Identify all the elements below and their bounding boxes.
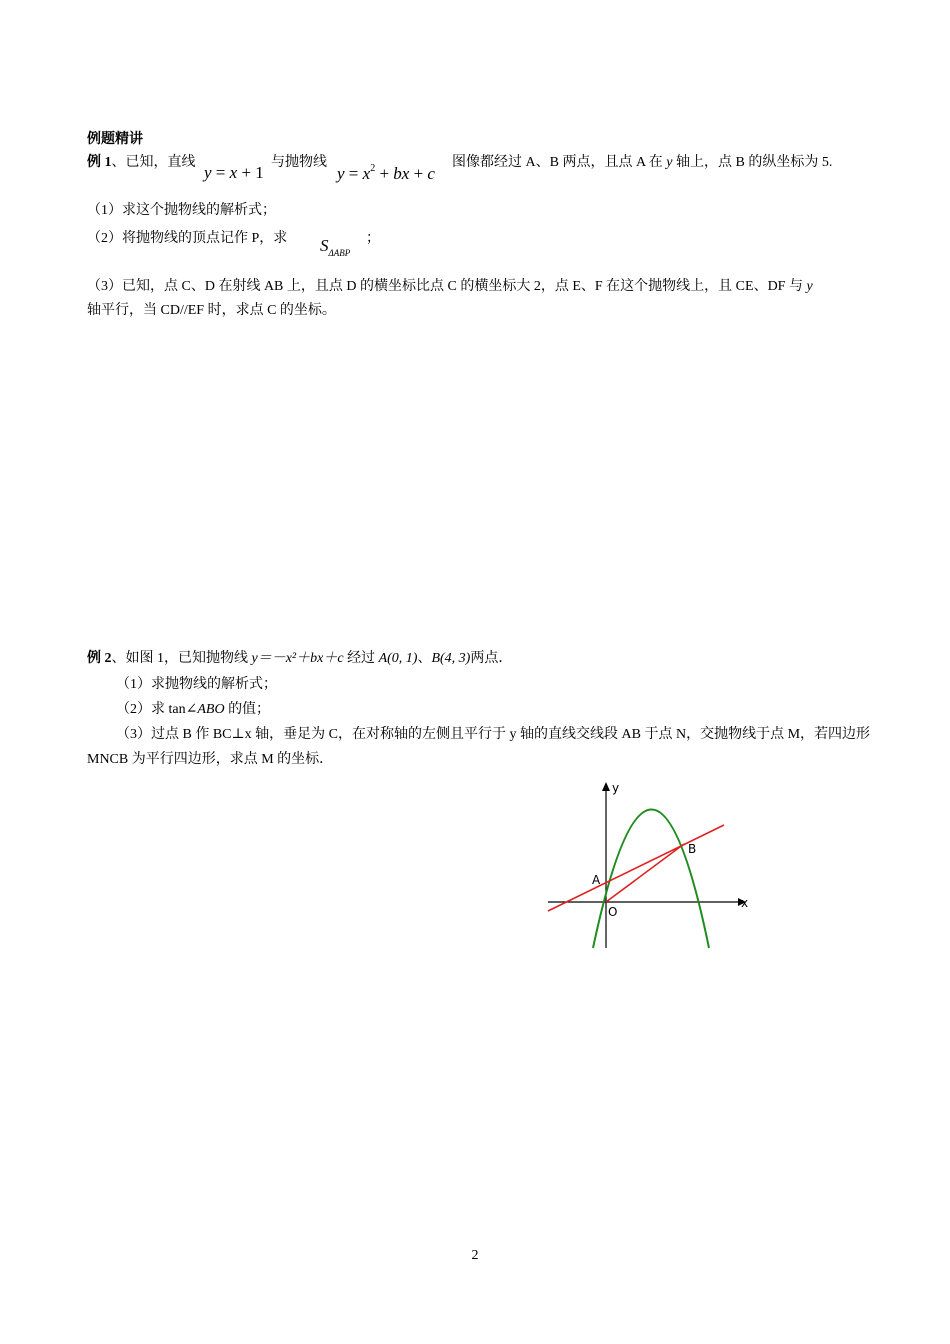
ex2-label: 例 2 [87,651,112,666]
ex1-question-3-line-1 [87,277,813,297]
ex2-statement [87,649,512,669]
parabola-equation [337,163,435,184]
ex2-text-1: 、如图 1，已知抛物线 [111,651,252,666]
label-x: x [741,896,749,910]
ex2-text-3: 两点． [470,651,513,666]
ex1-text-3a: 图像都经过 A、B 两点，且点 A 在 [452,155,667,170]
parabola-figure [540,770,760,955]
ex2-text-2: 经过 [343,651,379,666]
area-S: S [320,236,329,255]
ex1-text-3 [452,153,832,173]
ex2-q2-text: （2）求 tan∠ [116,702,198,717]
ex1-text-2: 与抛物线 [271,155,327,170]
label-B: B [688,842,697,856]
eq-one: 1 [255,163,264,182]
segment-O-B [606,844,684,902]
label-A: A [592,873,601,887]
page-number: 2 [471,1248,479,1263]
ex2-question-3-line-1: （3）过点 B 作 BC⊥x 轴，垂足为 C，在对称轴的左侧且平行于 y 轴的直线交线段 AB 于点 N，交抛物线于点 M，若四边形 [116,727,871,742]
line-equation [204,163,264,183]
area-symbol [320,236,350,258]
area-subscript: ΔABP [328,248,351,258]
ex1-statement [87,153,196,173]
ex1-q2-end: ； [366,231,380,246]
section-title: 例题精讲 [87,131,143,147]
peq-exponent: 2 [370,163,376,174]
eq-x: x [229,163,238,182]
ex1-text-1: 、已知，直线 [111,155,196,170]
eq-equals: = [211,163,230,182]
peq-x: x [362,164,371,183]
peq-plus-1: + [375,164,394,183]
parabola-curve [593,810,709,949]
peq-equals: = [344,164,363,183]
peq-plus-2: + [409,164,428,183]
ex1-label: 例 1 [87,155,112,170]
ex1-text-4: 轴上，点 B 的纵坐标为 5. [672,155,833,170]
ex2-sep: 、 [417,651,432,666]
y-axis-arrow-icon [602,782,610,791]
peq-c: c [427,164,435,183]
ex2-q2-angle: ABO [197,702,225,717]
eq-y: y [204,163,212,182]
ex2-equation: y＝－x²＋bx＋c [251,651,344,666]
ex2-question-3-line-2: MNCB 为平行四边形，求点 M 的坐标． [87,752,334,767]
ex1-q3-text: （3）已知，点 C、D 在射线 AB 上，且点 D 的横坐标比点 C 的横坐标大 2，点 E、F 在这个抛物线上，且 CE、DF 与 [87,279,807,294]
ex1-q2-text: （2）将抛物线的顶点记作 P，求 [87,231,288,246]
ex2-point-A: A(0, 1) [378,651,418,666]
ex1-q3-y: y [806,279,813,294]
peq-y: y [337,164,345,183]
label-O: O [608,905,618,919]
ex2-q2-end: 的值； [224,702,271,717]
ex1-question-2 [87,229,287,249]
eq-plus: + [237,163,256,182]
ex2-question-2 [116,700,270,720]
peq-bx: bx [393,164,410,183]
ex2-point-B: B(4, 3) [431,651,471,666]
label-y: y [612,781,620,795]
ex1-question-3-line-2: 轴平行，当 CD//EF 时，求点 C 的坐标。 [87,303,336,318]
ex1-question-1: （1）求这个抛物线的解析式； [87,203,276,218]
ex1-y-var: y [666,155,673,170]
ex2-question-1: （1）求抛物线的解析式； [116,677,277,692]
